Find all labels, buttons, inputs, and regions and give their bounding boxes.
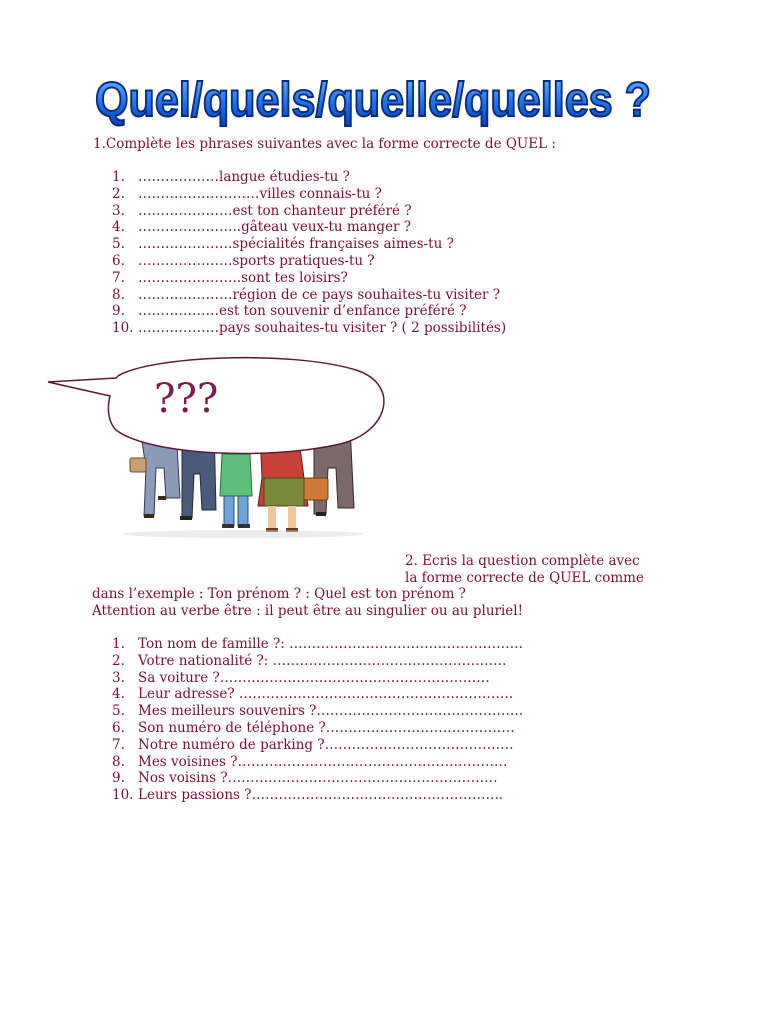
page-title xyxy=(95,66,655,128)
list-item: 7. Notre numéro de parking ?…………………………………… xyxy=(112,736,514,753)
list-item: 8. Mes voisines ?…………………………………………………… xyxy=(112,753,508,770)
question-line: Nos voisins ?…………………………………………………… xyxy=(138,770,498,787)
list-item: 4. …………………..gâteau veux-tu manger ? xyxy=(112,219,412,236)
exercise1-list xyxy=(112,169,506,337)
question-line: Son numéro de téléphone ?…………………………………… xyxy=(138,719,515,736)
blank-sentence: …………………région de ce pays souhaites-tu visiter ? xyxy=(138,286,501,303)
exercise2-list xyxy=(112,636,523,804)
blank-sentence: ………………………villes connais-tu ? xyxy=(138,185,382,202)
blank-sentence: ………………pays souhaites-tu visiter ? ( 2 possibilités) xyxy=(138,320,507,337)
title-text: Quel/quels/quelle/quelles ? xyxy=(95,74,651,127)
blank-sentence: …………………sports pratiques-tu ? xyxy=(138,252,375,269)
bubble-text: ??? xyxy=(154,376,219,422)
list-item: 6. …………………sports pratiques-tu ? xyxy=(112,252,375,269)
blank-sentence: ………………langue étudies-tu ? xyxy=(138,169,350,185)
list-item: 9. Nos voisins ?…………………………………………………… xyxy=(112,770,498,787)
question-line: Leur adresse? ……………………………………………………. xyxy=(138,686,514,703)
blank-sentence: …………………..sont tes loisirs? xyxy=(138,269,348,286)
list-item: 5. Mes meilleurs souvenirs ?………………………………………. xyxy=(112,703,524,720)
speech-bubble xyxy=(40,352,390,456)
question-line: Notre numéro de parking ?…………………………………… xyxy=(138,736,514,753)
question-line: Mes meilleurs souvenirs ?………………………………………. xyxy=(138,703,524,720)
list-item: 8. …………………région de ce pays souhaites-tu visiter ? xyxy=(112,286,501,303)
list-item: 3. …………………est ton chanteur préféré ? xyxy=(112,202,412,219)
list-item: 2. ………………………villes connais-tu ? xyxy=(112,185,382,202)
exercise1-instruction: 1.Complète les phrases suivantes avec la forme correcte de QUEL : xyxy=(93,136,556,152)
blank-sentence: …………………spécialités françaises aimes-tu ? xyxy=(138,236,454,253)
blank-sentence: …………………..gâteau veux-tu manger ? xyxy=(138,219,412,236)
list-item: 4. Leur adresse? ……………………………………………………. xyxy=(112,686,514,703)
blank-sentence: …………………est ton chanteur préféré ? xyxy=(138,202,412,219)
list-item: 7. …………………..sont tes loisirs? xyxy=(112,269,348,286)
list-item: 9. ………………est ton souvenir d’enfance préféré ? xyxy=(112,303,467,320)
list-item: 2. Votre nationalité ?: ……………………………………………. xyxy=(112,652,507,669)
question-line: Sa voiture ?…………………………………………………… xyxy=(138,669,490,686)
question-line: Votre nationalité ?: ……………………………………………. xyxy=(138,652,507,669)
question-line: Ton nom de famille ?: ……………………………………………. xyxy=(138,636,523,652)
blank-sentence: ………………est ton souvenir d’enfance préféré ? xyxy=(138,303,467,320)
exercise2-instruction-line1: 2. Ecris la question complète avec xyxy=(405,553,640,569)
list-item: 3. Sa voiture ?…………………………………………………… xyxy=(112,669,490,686)
exercise2-instruction-line2: la forme correcte de QUEL comme xyxy=(405,570,644,586)
list-item: 6. Son numéro de téléphone ?…………………………………… xyxy=(112,719,515,736)
list-item: 1. Ton nom de famille ?: ……………………………………………. xyxy=(112,636,523,652)
list-item: 10. Leurs passions ?……………………………………………….. xyxy=(112,787,504,804)
exercise2-instruction-line4: Attention au verbe être : il peut être au singulier ou au pluriel! xyxy=(92,603,524,619)
exercise2-instruction-line3: dans l’exemple : Ton prénom ? : Quel est ton prénom ? xyxy=(92,586,466,602)
question-line: Leurs passions ?……………………………………………….. xyxy=(138,787,504,804)
question-line: Mes voisines ?…………………………………………………… xyxy=(138,753,508,770)
list-item: 1. ………………langue étudies-tu ? xyxy=(112,169,350,185)
list-item: 5. …………………spécialités françaises aimes-tu ? xyxy=(112,236,454,253)
list-item: 10. ………………pays souhaites-tu visiter ? ( 2 possibilités) xyxy=(112,320,507,337)
